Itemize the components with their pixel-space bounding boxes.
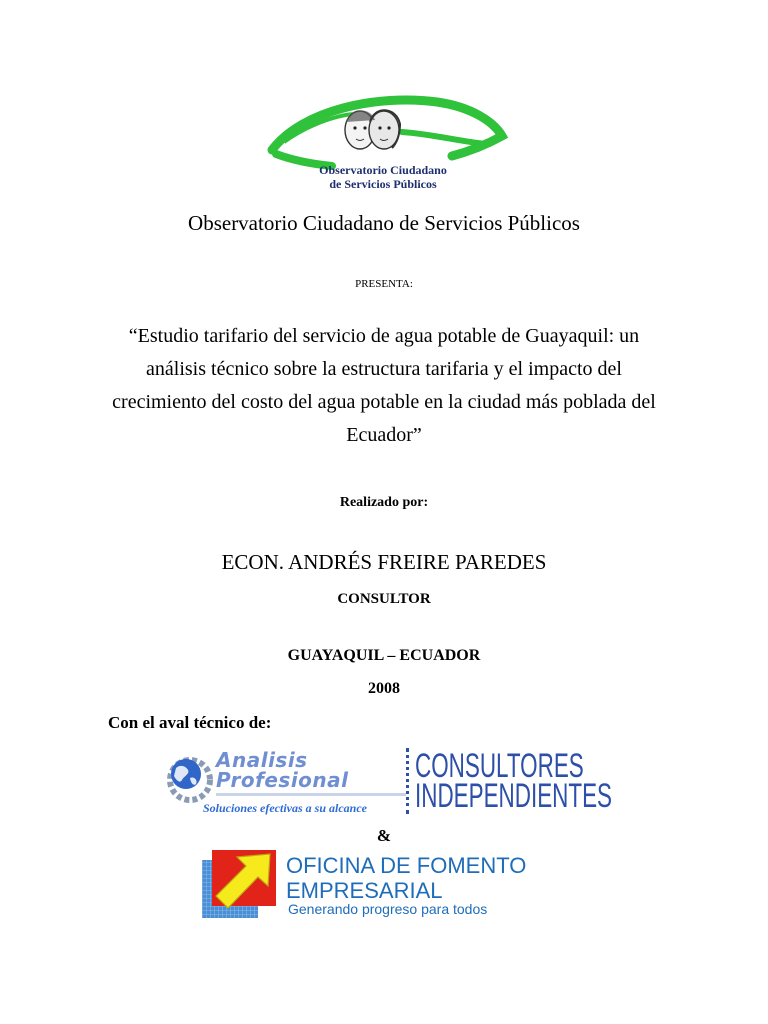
author-name: ECON. ANDRÉS FREIRE PAREDES [221,550,547,574]
ofe-logo-slogan: Generando progreso para todos [288,901,488,917]
ampersand: & [376,826,392,845]
analisis-logo-line-1: Analisis [216,748,308,772]
realizado-por-label: Realizado por: [339,495,429,510]
oficina-fomento-logo [202,850,574,920]
organization-title: Observatorio Ciudadano de Servicios Públicos [188,211,580,235]
globe-gear-icon [158,750,218,804]
arrow-logo-icon [202,850,282,920]
presenta-label: PRESENTA: [355,278,413,290]
logo-line-1: Observatorio Ciudadano [319,163,447,177]
analisis-logo-line-2: Profesional [216,768,349,792]
year: 2008 [368,680,400,697]
ofe-logo-line-1: OFICINA DE FOMENTO [286,853,527,878]
analisis-profesional-logo [158,748,408,818]
aval-tecnico-label: Con el aval técnico de: [108,713,272,732]
study-title: “Estudio tarifario del servicio de agua potable de Guayaquil: un análisis técnico sobre la estructura tarifaria y el impacto del crecimiento del costo del agua potable en la ciudad más poblada del Ecuador” [112,325,656,446]
consultores-independientes-logo [406,748,613,814]
consultores-logo-line-2: INDEPENDIENTES [415,777,613,815]
author-role: CONSULTOR [337,591,431,607]
observatorio-logo [262,92,510,198]
analisis-logo-slogan: Soluciones efectivas a su alcance [203,801,367,815]
location: GUAYAQUIL – ECUADOR [287,647,481,664]
logo-line-2: de Servicios Públicos [329,177,437,191]
analisis-logo-divider [216,793,406,796]
ofe-logo-line-2: EMPRESARIAL [286,878,443,903]
consultores-logo-line-1: CONSULTORES [415,747,584,785]
